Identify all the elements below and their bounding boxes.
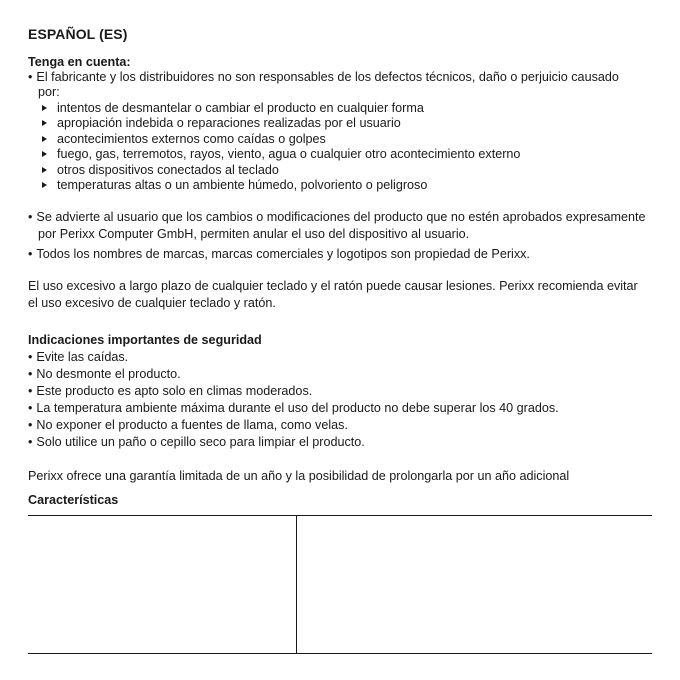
table-divider <box>296 516 297 653</box>
warning-line: • Se advierte al usuario que los cambios o modificaciones del producto que no estén aprobados expresamente <box>28 209 646 225</box>
list-item: otros dispositivos conectados al teclado <box>42 162 279 178</box>
notice-intro-text: El fabricante y los distribuidores no son responsables de los defectos técnicos, daño o perjuicio causado <box>36 70 619 84</box>
list-item: intentos de desmantelar o cambiar el producto en cualquier forma <box>42 100 424 116</box>
notice-intro <box>28 69 619 85</box>
list-item: fuego, gas, terremotos, rayos, viento, agua o cualquier otro acontecimiento externo <box>42 146 520 162</box>
list-item: temperaturas altas o un ambiente húmedo, polvoriento o peligroso <box>42 177 427 193</box>
triangle-bullet-icon <box>42 151 47 157</box>
safety-item: • No exponer el producto a fuentes de llama, como velas. <box>28 417 348 433</box>
triangle-bullet-icon <box>42 136 47 142</box>
safety-item: • Evite las caídas. <box>28 349 128 365</box>
triangle-bullet-icon <box>42 182 47 188</box>
safety-item: • Este producto es apto solo en climas moderados. <box>28 383 312 399</box>
features-table <box>28 515 652 654</box>
features-title: Características <box>28 493 119 507</box>
triangle-bullet-icon <box>42 120 47 126</box>
list-item: apropiación indebida o reparaciones realizadas por el usuario <box>42 115 401 131</box>
safety-item: • La temperatura ambiente máxima durante el uso del producto no debe superar los 40 grados. <box>28 400 559 416</box>
notice-title: Tenga en cuenta: <box>28 55 131 69</box>
overuse-line: El uso excesivo a largo plazo de cualquier teclado y el ratón puede causar lesiones. Perixx recomienda evitar <box>28 279 638 293</box>
trademarks-line: • Todos los nombres de marcas, marcas comerciales y logotipos son propiedad de Perixx. <box>28 246 530 262</box>
safety-item: • No desmonte el producto. <box>28 366 181 382</box>
page-title: ESPAÑOL (ES) <box>28 26 128 42</box>
triangle-bullet-icon <box>42 167 47 173</box>
triangle-bullet-icon <box>42 105 47 111</box>
warning-line-cont: por Perixx Computer GmbH, permiten anular el uso del dispositivo al usuario. <box>38 227 470 241</box>
safety-item: • Solo utilice un paño o cepillo seco para limpiar el producto. <box>28 434 365 450</box>
warranty-text: Perixx ofrece una garantía limitada de un año y la posibilidad de prolongarla por un año adicional <box>28 469 570 483</box>
notice-intro-cont: por: <box>38 85 60 99</box>
safety-title: Indicaciones importantes de seguridad <box>28 333 262 347</box>
overuse-line: el uso excesivo de cualquier teclado y ratón. <box>28 296 276 310</box>
list-item: acontecimientos externos como caídas o golpes <box>42 131 326 147</box>
